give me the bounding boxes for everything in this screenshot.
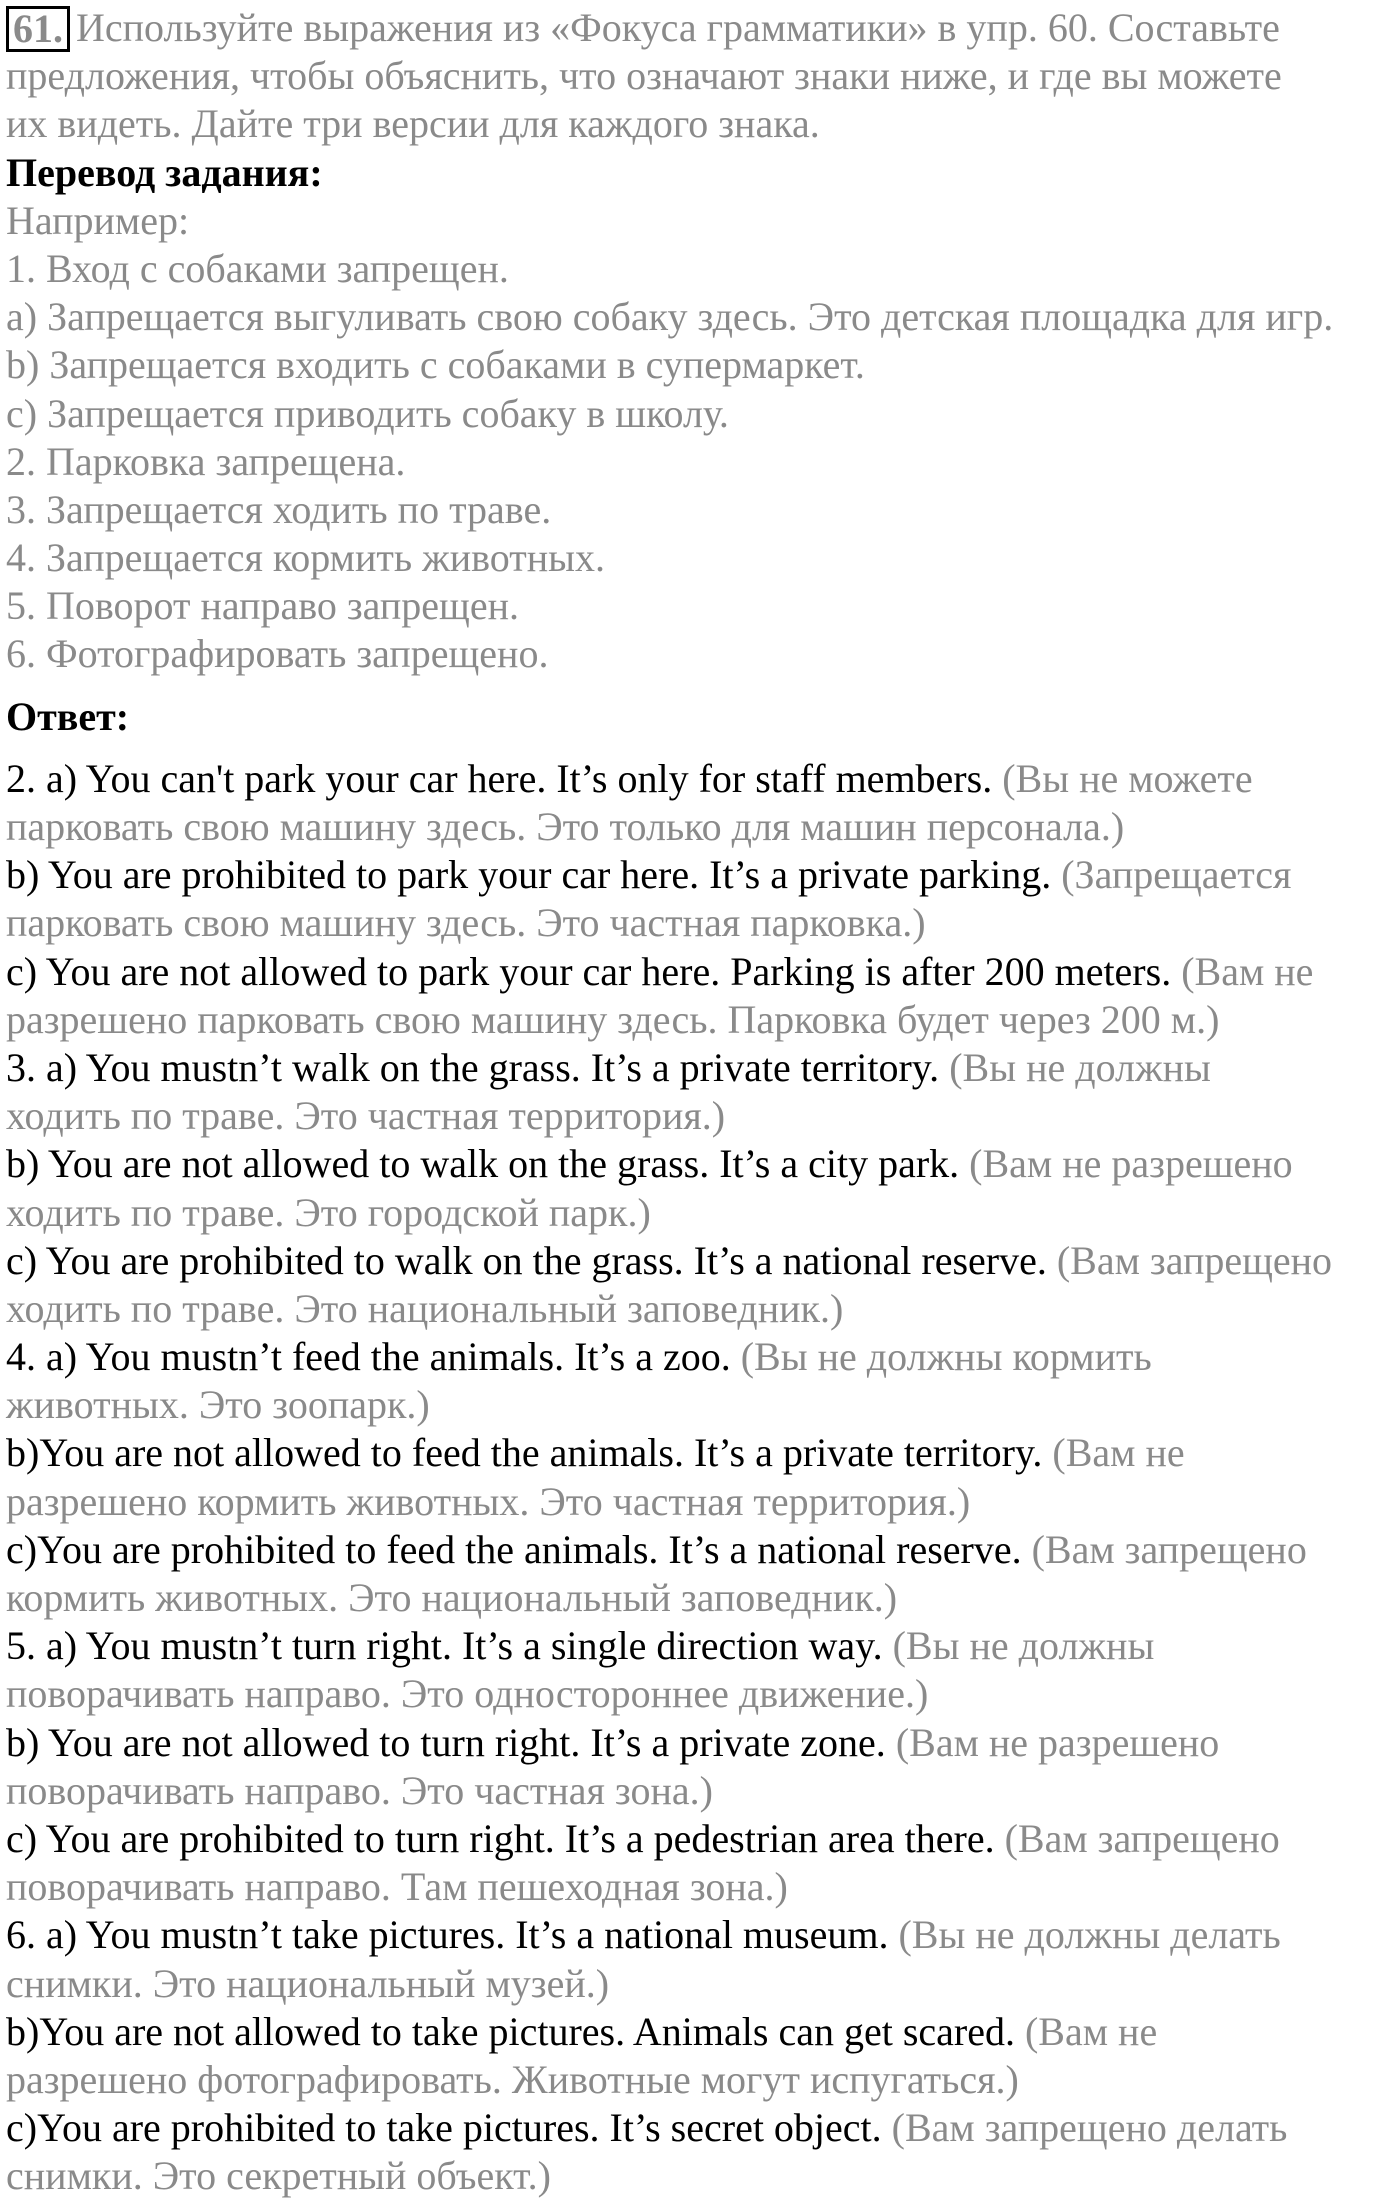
answer-line: [6, 2152, 1396, 2200]
answer-line: [6, 996, 1396, 1044]
answer-line: [6, 851, 1396, 899]
task-text: Используйте выражения из «Фокуса грамматики» в упр. 60. Составьте: [76, 5, 1280, 50]
answer-russian: (Вам не разрешено: [959, 1141, 1293, 1187]
answer-line: [6, 899, 1396, 947]
answer-russian: ходить по траве. Это национальный заповедник.): [6, 1285, 844, 1331]
answer-line: [6, 1911, 1396, 1959]
answer-russian: (Запрещается: [1051, 852, 1292, 898]
answer-russian: кормить животных. Это национальный заповедник.): [6, 1575, 898, 1620]
translation-heading: Перевод задания:: [6, 149, 323, 195]
answer-russian: (Вам не: [1042, 1430, 1185, 1476]
task-line: их видеть. Дайте три версии для каждого знака.: [6, 101, 820, 147]
answer-line: [6, 1574, 1396, 1622]
translation-line: c) Запрещается приводить собаку в школу.: [6, 390, 729, 436]
answer-heading: Ответ:: [6, 693, 130, 739]
answer-line: [6, 2008, 1396, 2056]
answer-line: [6, 1960, 1396, 2008]
answer-russian: (Вам не: [1014, 2008, 1158, 2054]
answer-line: [6, 1140, 1396, 1188]
answer-russian: (Вам запрещено: [1046, 1237, 1333, 1283]
answer-line: [6, 1863, 1396, 1911]
answer-russian: животных. Это зоопарк.): [6, 1382, 430, 1428]
answer-russian: (Вам запрещено делать: [881, 2105, 1288, 2151]
answer-line: [6, 755, 1396, 803]
translation-line: a) Запрещается выгуливать свою собаку здесь. Это детская площадка для игр.: [6, 294, 1334, 340]
answer-russian: поворачивать направо. Это одностороннее движение.): [6, 1671, 929, 1717]
answer-line: [6, 1478, 1396, 1526]
answer-english: 6. a) You mustn’t take pictures. It’s a national museum.: [6, 1912, 889, 1958]
answer-line: [6, 1044, 1396, 1092]
answer-russian: парковать свою машину здесь. Это только для машин персонала.): [6, 804, 1125, 849]
answer-russian: ходить по траве. Это городской парк.): [6, 1189, 651, 1235]
answer-english: b)You are not allowed to feed the animals. It’s a private territory.: [6, 1430, 1043, 1476]
translation-line: 1. Вход с собаками запрещен.: [6, 245, 509, 291]
answer-line: [6, 1381, 1396, 1429]
answer-line: [6, 1333, 1396, 1381]
answer-line: [6, 1285, 1396, 1333]
answer-line: [6, 803, 1396, 851]
answer-english: 2. a) You can't park your car here. It’s only for staff members.: [6, 755, 993, 801]
answer-line: [6, 1815, 1396, 1863]
translation-line: 2. Парковка запрещена.: [6, 438, 406, 484]
answer-english: c)You are prohibited to feed the animals. It’s a national reserve.: [6, 1526, 1022, 1572]
answer-english: b) You are not allowed to turn right. It’s a private zone.: [6, 1719, 886, 1765]
task-line: [6, 4, 1396, 52]
document-page: [6, 4, 1396, 2200]
answer-english: b) You are prohibited to park your car here. It’s a private parking.: [6, 852, 1052, 898]
task-section: [6, 4, 1396, 149]
answer-lines: [6, 755, 1396, 2201]
answer-line: [6, 2056, 1396, 2104]
answer-russian: разрешено фотографировать. Животные могут испугаться.): [6, 2056, 1019, 2102]
answer-english: b) You are not allowed to walk on the grass. It’s a city park.: [6, 1141, 960, 1187]
translation-line: 3. Запрещается ходить по траве.: [6, 486, 552, 532]
answer-russian: снимки. Это секретный объект.): [6, 2153, 551, 2199]
answer-russian: (Вы не должны: [939, 1044, 1211, 1090]
answer-russian: (Вам не разрешено: [885, 1719, 1220, 1765]
section-gap: [6, 679, 1396, 693]
answer-russian: поворачивать направо. Это частная зона.): [6, 1767, 713, 1813]
translation-line: 6. Фотографировать запрещено.: [6, 631, 549, 677]
answer-line: [6, 1526, 1396, 1574]
answer-english: 5. a) You mustn’t turn right. It’s a single direction way.: [6, 1623, 883, 1669]
answer-line: [6, 2104, 1396, 2152]
translation-line: b) Запрещается входить с собаками в супермаркет.: [6, 342, 865, 388]
answer-english: c) You are prohibited to turn right. It’s a pedestrian area there.: [6, 1815, 995, 1861]
answer-russian: (Вы не можете: [992, 755, 1253, 801]
answer-russian: (Вам запрещено: [1021, 1526, 1307, 1572]
answer-line: [6, 1622, 1396, 1670]
answer-english: 4. a) You mustn’t feed the animals. It’s a zoo.: [6, 1334, 731, 1380]
answer-english: c) You are prohibited to walk on the grass. It’s a national reserve.: [6, 1237, 1047, 1283]
answer-russian: (Вы не должны кормить: [730, 1334, 1152, 1380]
answer-russian: (Вам запрещено: [994, 1815, 1280, 1861]
answer-line: [6, 1719, 1396, 1767]
answer-english: c)You are prohibited to take pictures. It’s secret object.: [6, 2105, 882, 2151]
answer-line: [6, 1429, 1396, 1477]
task-line: предложения, чтобы объяснить, что означают знаки ниже, и где вы можете: [6, 53, 1282, 99]
answer-line: [6, 1767, 1396, 1815]
answer-line: [6, 1237, 1396, 1285]
translation-line: Например:: [6, 197, 190, 243]
answer-line: [6, 1189, 1396, 1237]
answer-russian: разрешено парковать свою машину здесь. Парковка будет через 200 м.): [6, 996, 1220, 1042]
answer-russian: (Вам не: [1171, 948, 1314, 994]
section-gap: [6, 741, 1396, 755]
answer-section: [6, 693, 1396, 2201]
answer-russian: (Вы не должны делать: [888, 1912, 1281, 1958]
answer-russian: поворачивать направо. Там пешеходная зона.): [6, 1864, 788, 1910]
answer-english: c) You are not allowed to park your car here. Parking is after 200 meters.: [6, 948, 1172, 994]
translation-line: 5. Поворот направо запрещен.: [6, 583, 520, 629]
answer-russian: разрешено кормить животных. Это частная территория.): [6, 1478, 971, 1524]
answer-english: b)You are not allowed to take pictures. Animals can get scared.: [6, 2008, 1015, 2054]
answer-line: [6, 1092, 1396, 1140]
task-number: 61.: [6, 6, 70, 52]
answer-russian: парковать свою машину здесь. Это частная парковка.): [6, 900, 926, 946]
answer-line: [6, 1670, 1396, 1718]
answer-russian: (Вы не должны: [882, 1623, 1155, 1669]
answer-english: 3. a) You mustn’t walk on the grass. It’s a private territory.: [6, 1044, 940, 1090]
translation-line: 4. Запрещается кормить животных.: [6, 535, 605, 581]
answer-line: [6, 948, 1396, 996]
answer-russian: снимки. Это национальный музей.): [6, 1960, 610, 2006]
translation-section: [6, 149, 1396, 679]
answer-russian: ходить по траве. Это частная территория.): [6, 1093, 726, 1139]
